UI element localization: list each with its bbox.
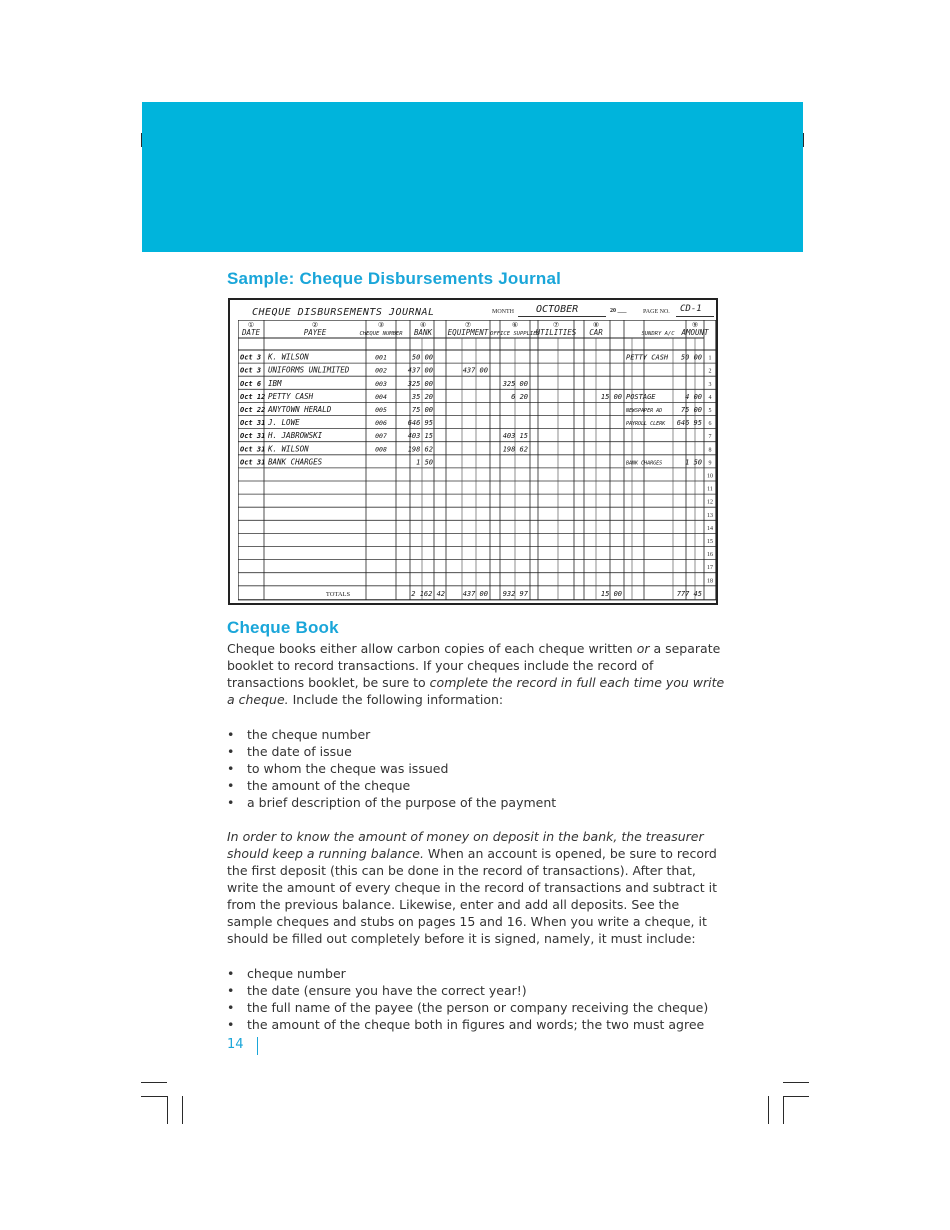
crop-mark	[141, 1096, 167, 1097]
list-item: • a brief description of the purpose of the payment	[227, 794, 727, 811]
month-value: OCTOBER	[536, 304, 579, 315]
balance-paragraph	[227, 828, 727, 947]
row-amount: 646 95	[676, 419, 702, 428]
row-cheque-number: 003	[375, 379, 387, 388]
crop-mark	[803, 133, 804, 147]
list-item: • the amount of the cheque	[227, 777, 727, 794]
list-item: • the date of issue	[227, 743, 727, 760]
line-number: 7	[708, 434, 712, 441]
row-amount: 1 50	[685, 458, 702, 467]
column-header: CHEQUE NUMBER	[359, 331, 403, 337]
intro-text-emphasis: complete the record in full each time you write a cheque.	[227, 675, 725, 707]
row-payee: BANK CHARGES	[268, 457, 323, 467]
row-bank: 35 20	[411, 392, 433, 401]
row-equipment: 437 00	[462, 366, 488, 375]
page-number-rule	[257, 1037, 258, 1055]
row-office-supplies: 403 15	[502, 432, 528, 441]
line-number: 16	[707, 552, 713, 559]
crop-mark	[783, 1096, 809, 1097]
row-bank: 75 00	[411, 406, 433, 414]
cheque-record-list	[227, 726, 727, 811]
row-bank: 1 50	[416, 458, 433, 467]
row-bank: 646 95	[407, 419, 433, 428]
cheque-content-list	[227, 965, 727, 1033]
line-number: 8	[708, 447, 712, 454]
row-office-supplies: 325 00	[502, 379, 528, 388]
row-sundry-account: PAYROLL CLERK	[626, 421, 666, 428]
row-cheque-number: 001	[375, 353, 387, 362]
balance-text-rest: When an account is opened, be sure to record the first deposit (this can be done in the record of transactions). After that, write the amount of every cheque in the record of transactions and subtract it from the previous balance. Likewise, enter and add all deposits. See the sample cheques and stubs on pages 15 and 16. When you write a cheque, it should be filled out completely before it is signed, namely, it must include:	[227, 846, 717, 946]
balance-text-emphasis: In order to know the amount of money on deposit in the bank, the treasurer should keep a running balance.	[227, 829, 704, 861]
column-header: SUNDRY A/C	[641, 331, 675, 337]
line-number: 10	[707, 473, 713, 480]
crop-mark	[141, 1082, 167, 1083]
row-date: Oct 3	[240, 366, 262, 375]
row-payee: H. JABROWSKI	[268, 431, 323, 441]
row-office-supplies: 198 62	[502, 445, 528, 454]
row-amount: 50 00	[680, 353, 702, 362]
row-cheque-number: 007	[375, 432, 387, 441]
total-car: 15 00	[600, 589, 622, 598]
row-payee: K. WILSON	[268, 352, 309, 362]
row-date: Oct 31	[240, 432, 266, 441]
row-cheque-number: 006	[375, 419, 387, 428]
crop-mark	[768, 1096, 769, 1124]
total-office-supplies: 932 97	[502, 589, 528, 598]
row-sundry-account: PETTY CASH	[626, 353, 669, 362]
year-label: 20 ___	[610, 308, 627, 314]
line-number: 17	[707, 565, 713, 572]
intro-text-a: Cheque books either allow carbon copies of each cheque written	[227, 641, 637, 656]
row-sundry-account: BANK CHARGES	[626, 460, 663, 467]
row-office-supplies: 6 20	[511, 392, 528, 401]
page-no-label: PAGE NO.	[643, 309, 670, 315]
row-date: Oct 3	[240, 353, 262, 362]
column-header: UTILITIES	[535, 328, 577, 337]
line-number: 2	[708, 368, 712, 375]
page-number: 14	[227, 1037, 244, 1052]
intro-text-c: Include the following information:	[288, 692, 504, 707]
line-number: 6	[708, 421, 712, 428]
line-number: 4	[708, 394, 712, 401]
section-heading-sample-journal: Sample: Cheque Disbursements Journal	[227, 269, 562, 288]
column-number: ①	[247, 321, 255, 329]
list-item: • the full name of the payee (the person or company receiving the cheque)	[227, 999, 727, 1016]
column-number: ⑦	[552, 321, 560, 329]
line-number: 18	[707, 578, 713, 585]
column-number: ③	[377, 321, 385, 329]
row-bank: 198 62	[407, 445, 433, 454]
crop-mark	[783, 1096, 784, 1124]
column-header: EQUIPMENT	[447, 328, 489, 337]
column-number: ⑧	[592, 321, 600, 329]
column-header: OFFICE SUPPLIES	[490, 331, 540, 337]
column-number: ④	[419, 321, 427, 329]
intro-text-b: a separate booklet to record transactions. If your cheques include the record of transactions booklet, be sure to	[227, 641, 721, 690]
line-number: 13	[707, 512, 713, 519]
column-number: ⑥	[511, 321, 519, 329]
line-number: 3	[708, 381, 712, 388]
row-payee: ANYTOWN HERALD	[268, 405, 332, 414]
row-car: 15 00	[600, 392, 622, 401]
list-item: • cheque number	[227, 965, 727, 982]
row-date: Oct 22	[240, 406, 266, 414]
row-date: Oct 6	[240, 379, 262, 388]
row-amount: 4 00	[685, 392, 702, 401]
header-banner	[142, 102, 803, 252]
line-number: 1	[708, 355, 712, 362]
row-bank: 325 00	[407, 379, 433, 388]
row-bank: 50 00	[411, 353, 433, 362]
row-date: Oct 31	[240, 419, 266, 428]
section-heading-cheque-book: Cheque Book	[227, 618, 339, 637]
crop-mark	[182, 1096, 183, 1124]
row-payee: J. LOWE	[268, 418, 300, 428]
row-cheque-number: 005	[375, 406, 387, 414]
list-item: • the amount of the cheque both in figures and words; the two must agree	[227, 1016, 727, 1033]
intro-paragraph	[227, 640, 727, 708]
line-number: 14	[707, 525, 713, 532]
intro-text-or: or	[636, 641, 650, 656]
page-no-value: CD-1	[680, 304, 702, 314]
row-payee: PETTY CASH	[268, 391, 314, 401]
column-header: DATE	[241, 328, 261, 337]
list-item: • to whom the cheque was issued	[227, 760, 727, 777]
row-cheque-number: 008	[375, 445, 387, 454]
total-amount: 777 45	[676, 589, 702, 598]
crop-mark	[167, 1096, 168, 1124]
row-date: Oct 31	[240, 445, 266, 454]
column-header: CAR	[589, 328, 603, 337]
row-cheque-number: 004	[375, 392, 387, 401]
row-cheque-number: 002	[375, 366, 387, 375]
list-item: • the cheque number	[227, 726, 727, 743]
row-sundry-account: POSTAGE	[626, 392, 656, 401]
column-number: ⑦	[464, 321, 472, 329]
line-number: 11	[707, 486, 713, 493]
row-date: Oct 31	[240, 458, 266, 467]
total-bank: 2 162 42	[411, 589, 445, 598]
journal-grid	[238, 320, 718, 602]
line-number: 15	[707, 539, 713, 545]
row-amount: 75 00	[680, 406, 702, 414]
column-header: PAYEE	[303, 328, 327, 337]
row-sundry-account: NEWSPAPER AD	[626, 408, 663, 414]
row-date: Oct 12	[240, 392, 266, 401]
month-label: MONTH	[492, 309, 514, 315]
journal-title: CHEQUE DISBURSEMENTS JOURNAL	[252, 307, 435, 318]
list-item: • the date (ensure you have the correct year!)	[227, 982, 727, 999]
journal-table	[238, 320, 716, 602]
line-number: 5	[708, 408, 712, 414]
line-number: 9	[708, 460, 712, 467]
crop-mark	[783, 1082, 809, 1083]
total-equipment: 437 00	[462, 589, 488, 598]
column-number: ②	[311, 321, 319, 329]
cheque-disbursements-journal	[228, 298, 718, 605]
line-number: 12	[707, 499, 713, 506]
row-payee: K. WILSON	[268, 444, 309, 454]
column-header: BANK	[413, 328, 433, 337]
row-payee: IBM	[268, 378, 282, 388]
row-bank: 437 00	[407, 366, 433, 375]
column-number: ⑨	[691, 321, 699, 329]
month-underline	[518, 316, 606, 317]
row-payee: UNIFORMS UNLIMITED	[268, 365, 350, 375]
column-header: AMOUNT	[681, 328, 709, 337]
journal-header	[230, 300, 716, 320]
row-bank: 403 15	[407, 432, 433, 441]
totals-label: TOTALS	[325, 590, 351, 598]
page-no-underline	[676, 316, 714, 317]
